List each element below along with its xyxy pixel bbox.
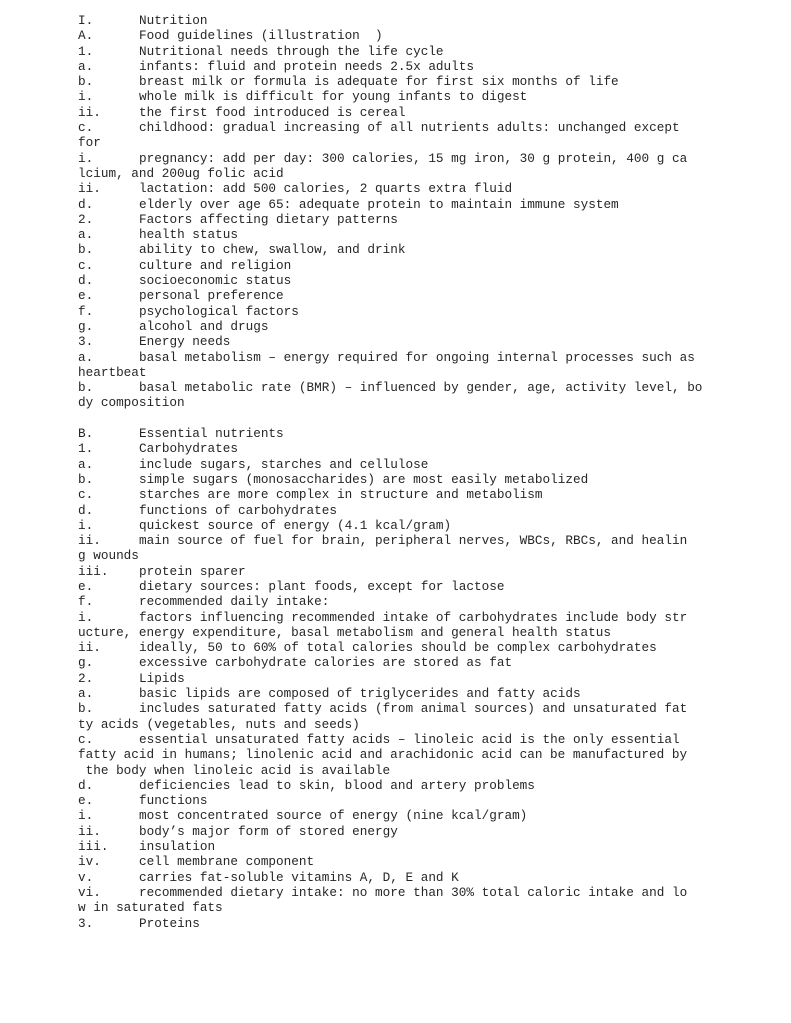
document-line: [78, 105, 718, 120]
outline-text: most concentrated source of energy (nine kcal/gram): [139, 808, 528, 824]
outline-label: ii.: [78, 181, 101, 197]
document-line: [78, 808, 718, 823]
outline-label: ii.: [78, 640, 101, 656]
document-line: [78, 197, 718, 212]
document-line: [78, 411, 718, 426]
outline-text: alcohol and drugs: [139, 318, 269, 334]
outline-text: starches are more complex in structure and metabolism: [139, 487, 543, 503]
document-line: [78, 304, 718, 319]
outline-label: b.: [78, 242, 94, 258]
document-line: [78, 350, 718, 365]
outline-label: f.: [78, 303, 94, 319]
outline-text: lcium, and 200ug folic acid: [78, 165, 284, 181]
document-line: [78, 900, 718, 915]
outline-text: ideally, 50 to 60% of total calories should be complex carbohydrates: [139, 640, 657, 656]
document-line: [78, 319, 718, 334]
outline-text: Factors affecting dietary patterns: [139, 211, 398, 227]
outline-label: a.: [78, 349, 94, 365]
document-line: [78, 579, 718, 594]
outline-text: carries fat-soluble vitamins A, D, E and K: [139, 869, 459, 885]
outline-label: 3.: [78, 334, 94, 350]
document-line: [78, 503, 718, 518]
outline-text: cell membrane component: [139, 854, 315, 870]
document-line: [78, 258, 718, 273]
document-line: [78, 640, 718, 655]
document-line: [78, 732, 718, 747]
outline-label: d.: [78, 777, 94, 793]
outline-text: quickest source of energy (4.1 kcal/gram): [139, 517, 452, 533]
outline-text: recommended dietary intake: no more than 30% total caloric intake and lo: [139, 884, 688, 900]
document-line: [78, 655, 718, 670]
document-line: [78, 166, 718, 181]
outline-label: f.: [78, 594, 94, 610]
document-line: [78, 44, 718, 59]
outline-label: a.: [78, 227, 94, 243]
outline-text: insulation: [139, 839, 216, 855]
document-line: [78, 610, 718, 625]
outline-text: Essential nutrients: [139, 426, 284, 442]
outline-text: dietary sources: plant foods, except for lactose: [139, 578, 505, 594]
document-line: [78, 457, 718, 472]
outline-label: 2.: [78, 670, 94, 686]
document-line: [78, 135, 718, 150]
outline-text: functions: [139, 793, 208, 809]
document-line: [78, 747, 718, 762]
outline-label: b.: [78, 74, 94, 90]
outline-label: vi.: [78, 884, 101, 900]
outline-text: protein sparer: [139, 563, 246, 579]
outline-text: simple sugars (monosaccharides) are most easily metabolized: [139, 471, 589, 487]
outline-label: 1.: [78, 43, 94, 59]
document-line: [78, 717, 718, 732]
outline-text: personal preference: [139, 288, 284, 304]
document-line: [78, 426, 718, 441]
document-line: [78, 548, 718, 563]
outline-label: I.: [78, 13, 94, 28]
outline-text: heartbeat: [78, 364, 147, 380]
outline-text: ty acids (vegetables, nuts and seeds): [78, 716, 360, 732]
outline-text: infants: fluid and protein needs 2.5x adults: [139, 58, 475, 74]
outline-text: recommended daily intake:: [139, 594, 330, 610]
document-line: [78, 686, 718, 701]
document-line: [78, 13, 718, 28]
outline-text: childhood: gradual increasing of all nutrients adults: unchanged except: [139, 120, 680, 136]
outline-label: e.: [78, 578, 94, 594]
outline-text: Nutritional needs through the life cycle: [139, 43, 444, 59]
outline-label: b.: [78, 701, 94, 717]
outline-label: c.: [78, 120, 94, 136]
document-line: [78, 778, 718, 793]
outline-text: Proteins: [139, 915, 200, 931]
document-line: [78, 151, 718, 166]
outline-text: factors influencing recommended intake of carbohydrates include body str: [139, 609, 688, 625]
outline-text: Energy needs: [139, 334, 231, 350]
outline-text: w in saturated fats: [78, 900, 223, 916]
outline-label: c.: [78, 487, 94, 503]
outline-label: c.: [78, 257, 94, 273]
document-line: [78, 763, 718, 778]
outline-text: the body when linoleic acid is available: [78, 762, 391, 778]
outline-text: basal metabolic rate (BMR) – influenced by gender, age, activity level, bo: [139, 380, 703, 396]
outline-label: i.: [78, 808, 94, 824]
document-line: [78, 365, 718, 380]
document-line: [78, 594, 718, 609]
outline-text: Nutrition: [139, 13, 208, 28]
document-line: [78, 472, 718, 487]
document-line: [78, 487, 718, 502]
outline-label: v.: [78, 869, 94, 885]
outline-label: d.: [78, 502, 94, 518]
outline-label: iii.: [78, 563, 109, 579]
outline-label: e.: [78, 288, 94, 304]
outline-text: elderly over age 65: adequate protein to maintain immune system: [139, 196, 619, 212]
outline-label: d.: [78, 196, 94, 212]
outline-text: the first food introduced is cereal: [139, 104, 406, 120]
outline-text: Carbohydrates: [139, 441, 238, 457]
document-line: [78, 227, 718, 242]
outline-text: excessive carbohydrate calories are stored as fat: [139, 655, 513, 671]
outline-text: psychological factors: [139, 303, 299, 319]
outline-text: health status: [139, 227, 238, 243]
document-line: [78, 839, 718, 854]
document-line: [78, 212, 718, 227]
outline-text: Food guidelines (illustration ): [139, 28, 383, 44]
outline-text: includes saturated fatty acids (from animal sources) and unsaturated fat: [139, 701, 688, 717]
outline-label: ii.: [78, 533, 101, 549]
document-line: [78, 380, 718, 395]
document-line: [78, 885, 718, 900]
outline-label: a.: [78, 686, 94, 702]
outline-label: a.: [78, 456, 94, 472]
outline-text: g wounds: [78, 548, 139, 564]
outline-text: dy composition: [78, 395, 185, 411]
outline-label: ii.: [78, 823, 101, 839]
outline-text: culture and religion: [139, 257, 292, 273]
outline-text: main source of fuel for brain, peripheral nerves, WBCs, RBCs, and healin: [139, 533, 688, 549]
outline-label: 3.: [78, 915, 94, 931]
document-page: [78, 13, 718, 931]
outline-text: pregnancy: add per day: 300 calories, 15 mg iron, 30 g protein, 400 g ca: [139, 150, 688, 166]
outline-text: lactation: add 500 calories, 2 quarts extra fluid: [139, 181, 513, 197]
outline-text: breast milk or formula is adequate for first six months of life: [139, 74, 619, 90]
document-line: [78, 564, 718, 579]
document-line: [78, 242, 718, 257]
outline-label: e.: [78, 793, 94, 809]
outline-label: ii.: [78, 104, 101, 120]
outline-label: iii.: [78, 839, 109, 855]
document-line: [78, 89, 718, 104]
outline-text: include sugars, starches and cellulose: [139, 456, 429, 472]
document-line: [78, 870, 718, 885]
outline-text: basal metabolism – energy required for ongoing internal processes such as: [139, 349, 695, 365]
outline-label: 1.: [78, 441, 94, 457]
document-line: [78, 854, 718, 869]
outline-label: d.: [78, 273, 94, 289]
outline-label: i.: [78, 89, 94, 105]
outline-text: ucture, energy expenditure, basal metabolism and general health status: [78, 624, 611, 640]
document-line: [78, 701, 718, 716]
outline-text: fatty acid in humans; linolenic acid and arachidonic acid can be manufactured by: [78, 747, 688, 763]
outline-label: i.: [78, 609, 94, 625]
outline-text: essential unsaturated fatty acids – linoleic acid is the only essential: [139, 731, 680, 747]
outline-label: i.: [78, 517, 94, 533]
outline-text: for: [78, 135, 101, 151]
outline-text: deficiencies lead to skin, blood and artery problems: [139, 777, 535, 793]
document-line: [78, 334, 718, 349]
outline-label: a.: [78, 58, 94, 74]
outline-label: i.: [78, 150, 94, 166]
outline-label: B.: [78, 426, 94, 442]
document-line: [78, 120, 718, 135]
outline-label: g.: [78, 318, 94, 334]
outline-label: 2.: [78, 211, 94, 227]
outline-label: c.: [78, 731, 94, 747]
outline-label: iv.: [78, 854, 101, 870]
document-line: [78, 59, 718, 74]
outline-text: basic lipids are composed of triglycerides and fatty acids: [139, 686, 581, 702]
document-line: [78, 518, 718, 533]
outline-text: functions of carbohydrates: [139, 502, 337, 518]
document-line: [78, 793, 718, 808]
outline-label: b.: [78, 471, 94, 487]
outline-text: whole milk is difficult for young infants to digest: [139, 89, 528, 105]
outline-text: Lipids: [139, 670, 185, 686]
document-line: [78, 28, 718, 43]
document-line: [78, 441, 718, 456]
document-line: [78, 395, 718, 410]
outline-text: socioeconomic status: [139, 273, 292, 289]
outline-text: body’s major form of stored energy: [139, 823, 398, 839]
document-line: [78, 671, 718, 686]
document-line: [78, 824, 718, 839]
outline-text: ability to chew, swallow, and drink: [139, 242, 406, 258]
outline-label: b.: [78, 380, 94, 396]
outline-label: A.: [78, 28, 94, 44]
document-line: [78, 181, 718, 196]
document-line: [78, 625, 718, 640]
document-line: [78, 916, 718, 931]
document-line: [78, 288, 718, 303]
document-line: [78, 74, 718, 89]
outline-label: g.: [78, 655, 94, 671]
document-line: [78, 273, 718, 288]
document-line: [78, 533, 718, 548]
